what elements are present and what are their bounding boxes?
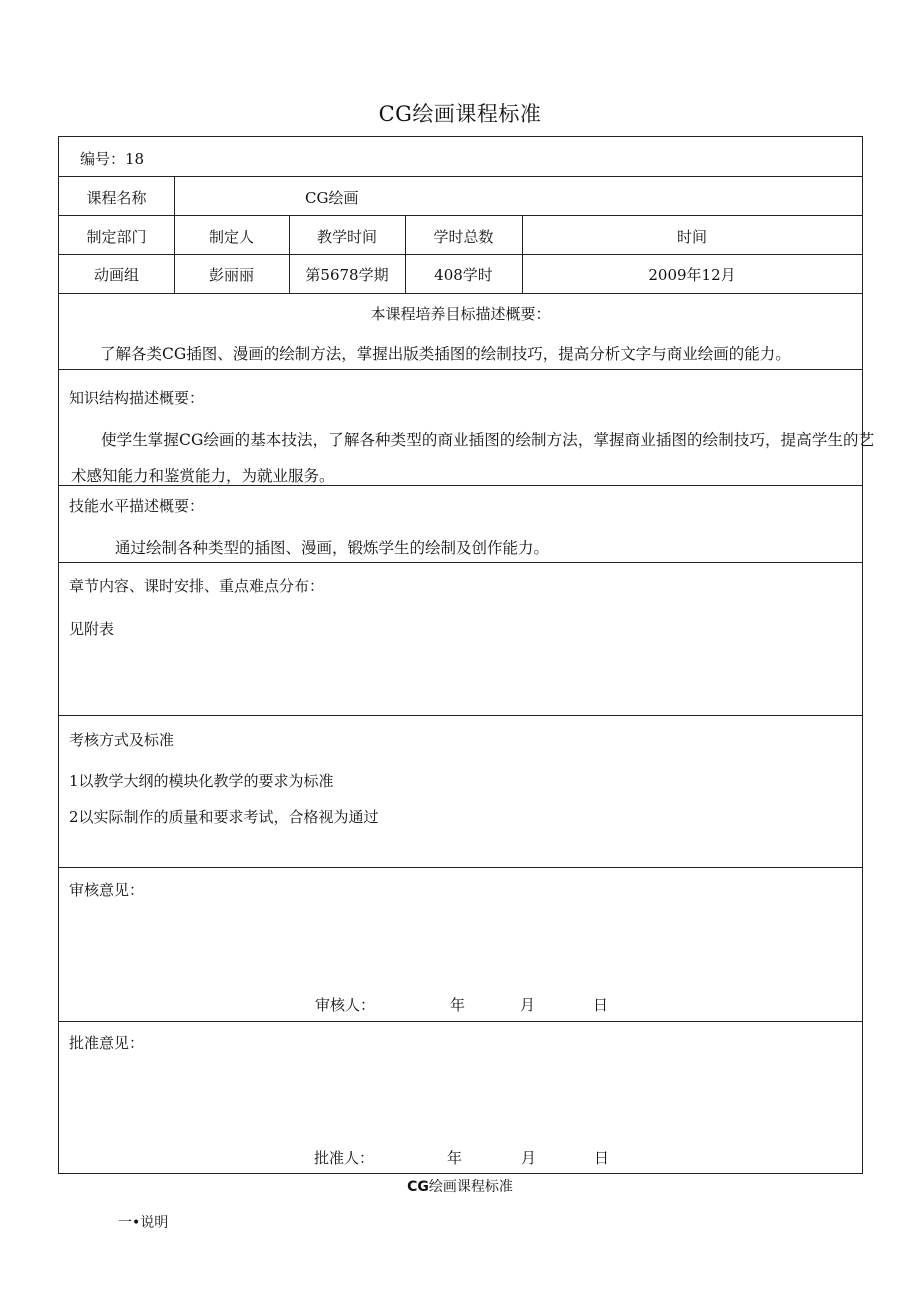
footer-title-prefix: CG <box>407 1179 429 1195</box>
assessment-title: 考核方式及标准 <box>69 731 175 749</box>
skill-text: 通过绘制各种类型的插图、漫画，锻炼学生的绘制及创作能力。 <box>115 539 550 557</box>
row-divider <box>59 369 862 370</box>
header-total-hours: 学时总数 <box>433 228 494 246</box>
assessment-item: 2以实际制作的质量和要求考试，合格视为通过 <box>69 808 379 826</box>
header-author: 制定人 <box>208 228 254 246</box>
approval-title: 批准意见： <box>69 1034 145 1052</box>
chapter-title: 章节内容、课时安排、重点难点分布： <box>69 577 325 595</box>
form-number: 编号：18 <box>80 150 145 168</box>
row-divider <box>59 1021 862 1022</box>
row-divider <box>59 293 862 294</box>
review-title: 审核意见： <box>69 881 145 899</box>
row-divider <box>59 562 862 563</box>
footer-title <box>0 1176 920 1196</box>
section-heading: 一•说明 <box>118 1215 169 1231</box>
row-divider <box>59 215 862 216</box>
header-teaching-time: 教学时间 <box>316 228 377 246</box>
course-name-label: 课程名称 <box>86 189 147 207</box>
row-divider <box>59 176 862 177</box>
approval-month-label: 月 <box>521 1149 537 1167</box>
knowledge-text-line2: 术感知能力和鉴赏能力，为就业服务。 <box>71 467 335 485</box>
knowledge-text-line1: 使学生掌握CG绘画的基本技法，了解各种类型的商业插图的绘制方法，掌握商业插图的绘制技巧，提高学生的艺 <box>101 431 875 449</box>
reviewer-label: 审核人： <box>315 996 376 1014</box>
value-teaching-time: 第5678学期 <box>305 266 389 284</box>
review-day-label: 日 <box>593 996 609 1014</box>
row-divider <box>59 715 862 716</box>
goal-title: 本课程培养目标描述概要： <box>370 305 551 323</box>
footer-title-rest: 绘画课程标准 <box>428 1179 513 1195</box>
goal-text: 了解各类CG插图、漫画的绘制方法，掌握出版类插图的绘制技巧，提高分析文字与商业绘画的能力。 <box>100 345 791 363</box>
approver-label: 批准人： <box>314 1149 375 1167</box>
course-name-value: CG绘画 <box>305 189 359 207</box>
review-year-label: 年 <box>450 996 466 1014</box>
value-department: 动画组 <box>93 266 139 284</box>
page-title: CG绘画课程标准 <box>378 102 542 126</box>
header-date: 时间 <box>676 228 707 246</box>
value-date: 2009年12月 <box>648 266 736 284</box>
review-month-label: 月 <box>520 996 536 1014</box>
skill-title: 技能水平描述概要： <box>69 497 205 515</box>
header-department: 制定部门 <box>86 228 147 246</box>
value-total-hours: 408学时 <box>434 266 493 284</box>
row-divider <box>59 254 862 255</box>
approval-year-label: 年 <box>447 1149 463 1167</box>
assessment-item: 1以教学大纲的模块化教学的要求为标准 <box>69 772 334 790</box>
approval-day-label: 日 <box>594 1149 610 1167</box>
row-divider <box>59 867 862 868</box>
value-author: 彭丽丽 <box>208 266 254 284</box>
knowledge-title: 知识结构描述概要： <box>69 389 205 407</box>
course-standard-form <box>58 136 875 1174</box>
chapter-text: 见附表 <box>69 620 115 638</box>
